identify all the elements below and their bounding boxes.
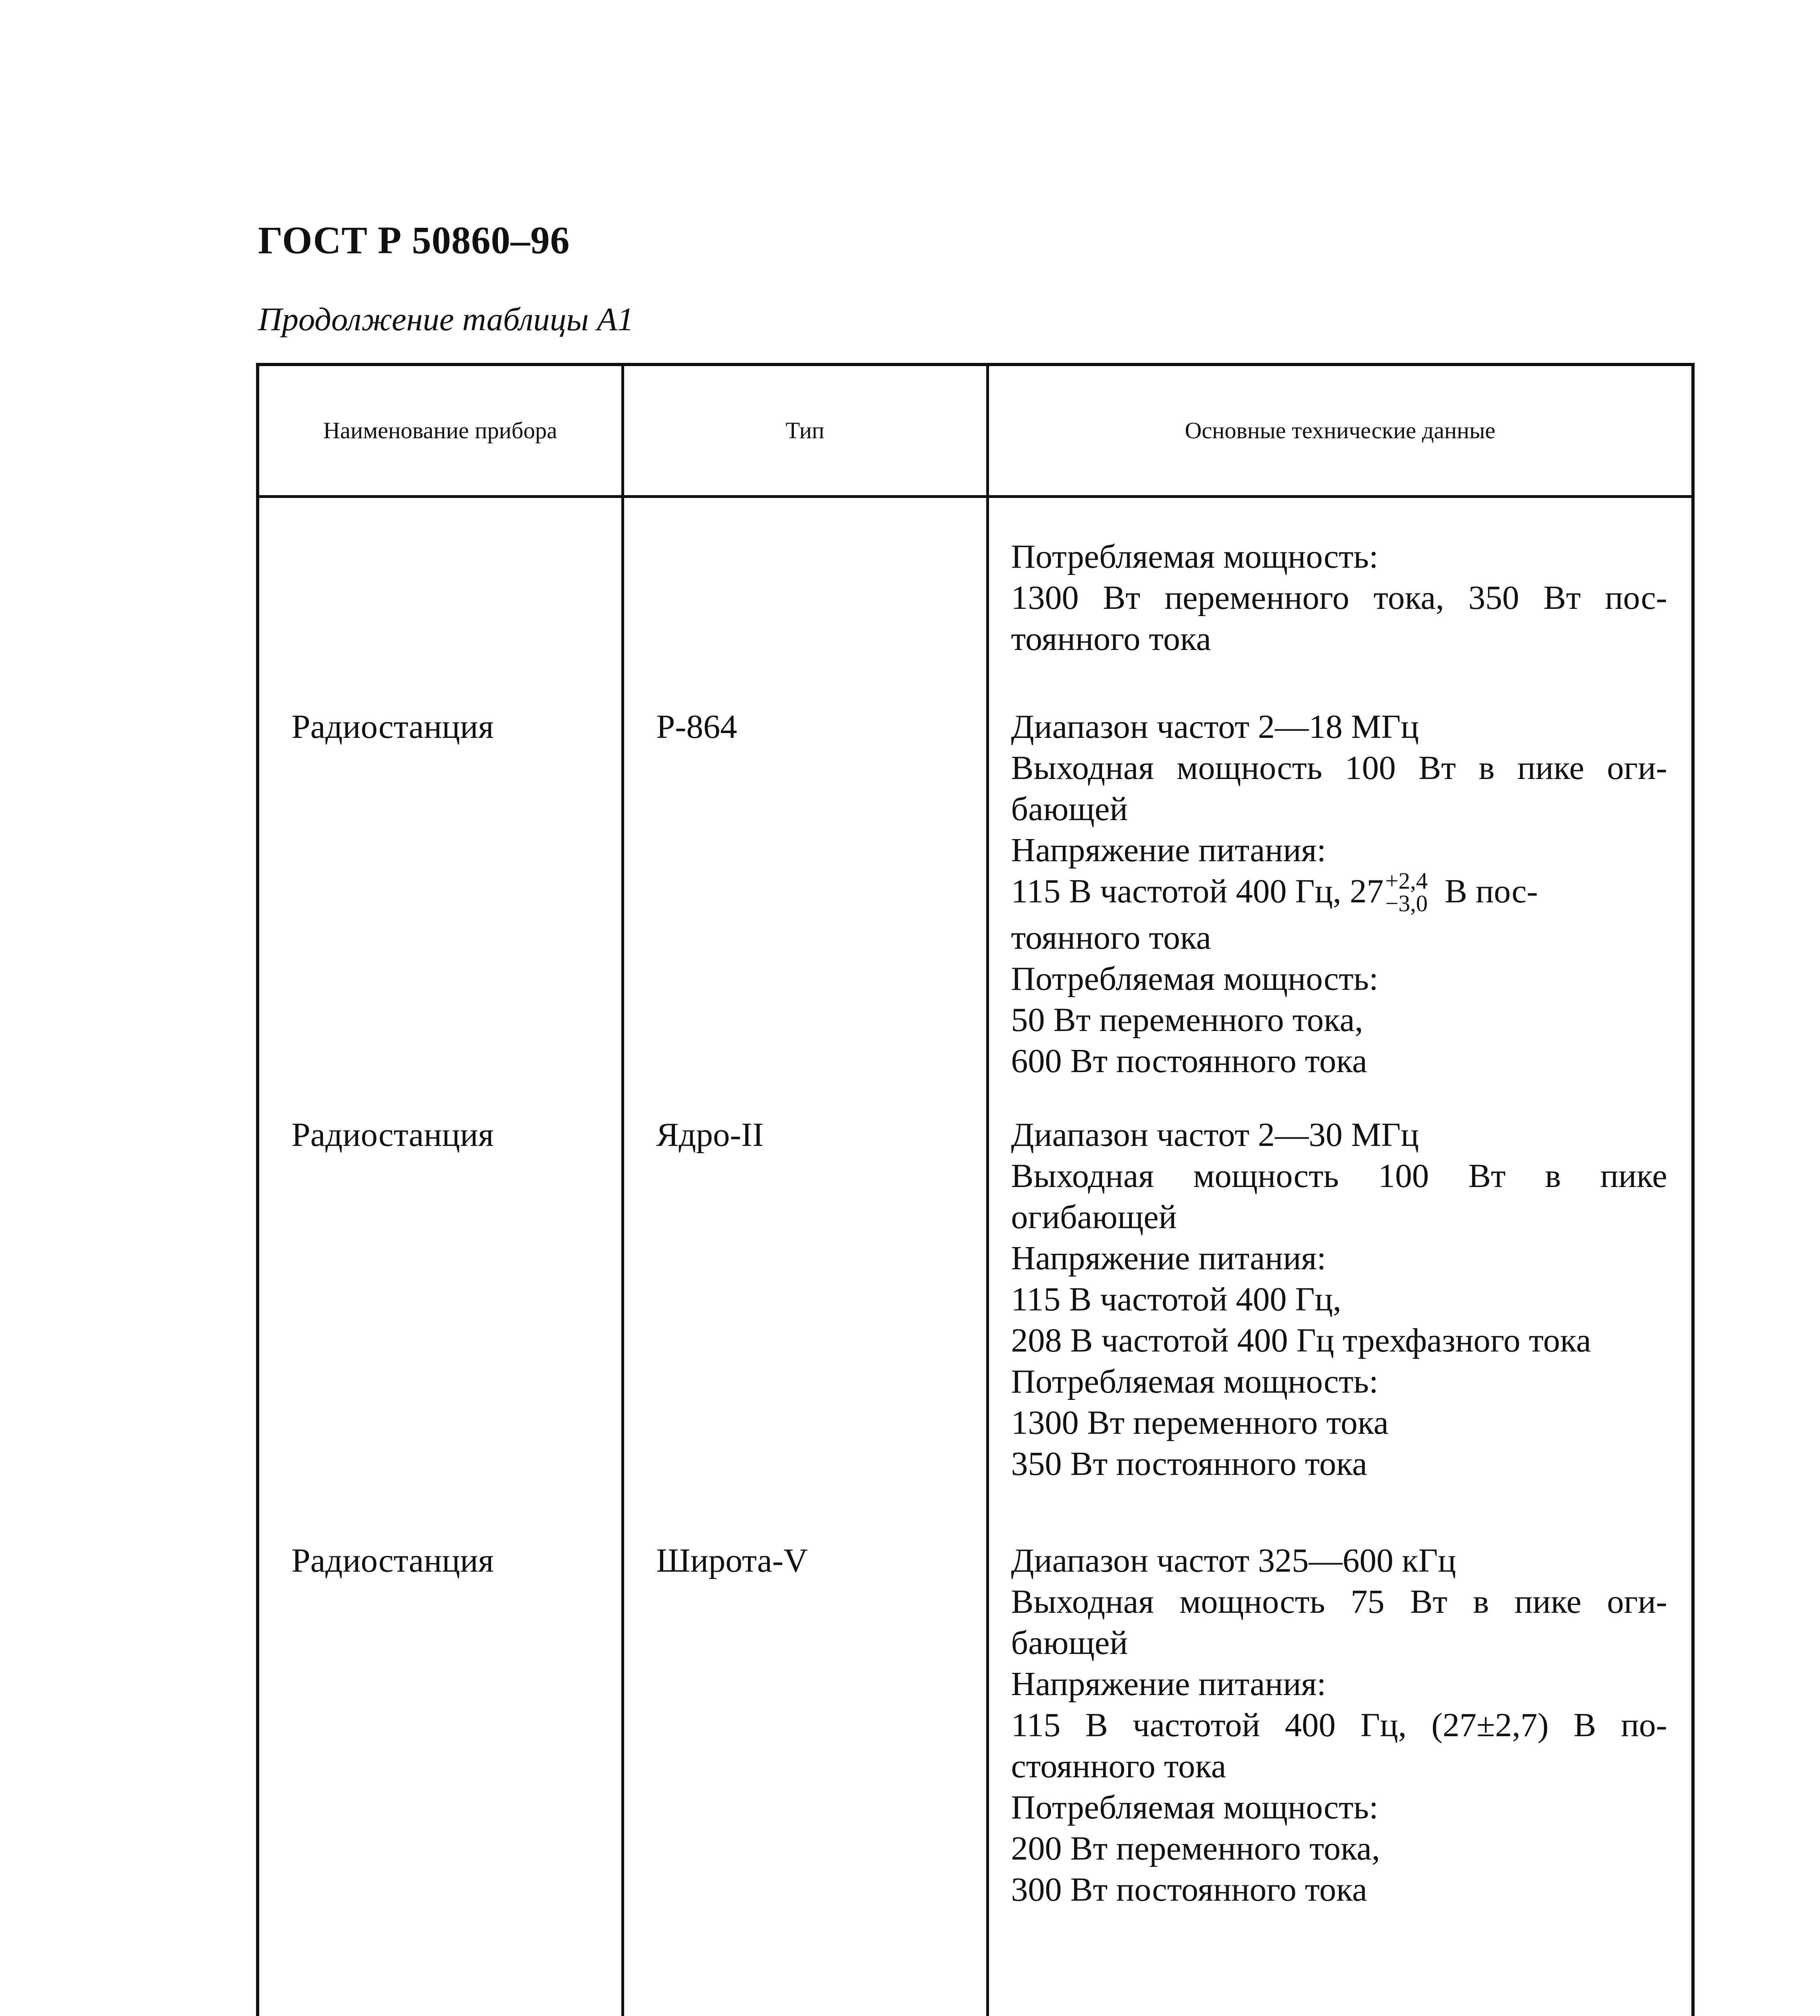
column-header-specs: Основные технические данные	[987, 364, 1693, 497]
cell-name	[258, 497, 623, 706]
cell-type: Широта-V	[623, 1526, 987, 2016]
cell-type	[623, 497, 987, 706]
table-row-continuation	[258, 497, 1693, 706]
cell-name: Радиостанция	[258, 1114, 623, 1526]
cell-specs: Диапазон частот 2—30 МГц Выходная мощность 100 Вт в пике огибающей Напряжение питания: 115 В частотой 400 Гц, 208 В частотой 400 Гц трехфазного тока Потребляемая мощность: 1300 Вт переменного тока 350 Вт постоянного тока	[987, 1114, 1693, 1526]
table-row	[258, 1114, 1693, 1526]
cell-name: Радиостанция	[258, 1526, 623, 2016]
equipment-spec-table	[256, 363, 1695, 2016]
table-row	[258, 1526, 1693, 2016]
voltage-tolerance: +2,4 −3,0	[1385, 867, 1428, 916]
cell-type: Р-864	[623, 706, 987, 1114]
document-code: ГОСТ Р 50860–96	[258, 219, 570, 262]
table-row	[258, 706, 1693, 1114]
column-header-type: Тип	[623, 364, 987, 497]
cell-specs: Диапазон частот 2—18 МГц Выходная мощность 100 Вт в пике оги- бающей Напряжение питания: 115 В частотой 400 Гц, 27 +2,4 −3,0 В пос- тоянного тока Потребляемая мощность: 50 Вт переменного тока, 600 Вт постоянного тока	[987, 706, 1693, 1114]
column-header-name: Наименование прибора	[258, 364, 623, 497]
table-header-row	[258, 364, 1693, 497]
cell-name: Радиостанция	[258, 706, 623, 1114]
cell-specs: Потребляемая мощность: 1300 Вт переменного тока, 350 Вт пос- тоянного тока	[987, 497, 1693, 706]
cell-specs: Диапазон частот 325—600 кГц Выходная мощность 75 Вт в пике оги- бающей Напряжение питания: 115 В частотой 400 Гц, (27±2,7) В по- стоянного тока Потребляемая мощность: 200 Вт переменного тока, 300 Вт постоянного тока	[987, 1526, 1693, 2016]
table-continuation-caption: Продолжение таблицы А1	[258, 301, 634, 337]
cell-type: Ядро-II	[623, 1114, 987, 1526]
voltage-line: 115 В частотой 400 Гц, 27 +2,4 −3,0 В пос-	[1011, 867, 1538, 916]
